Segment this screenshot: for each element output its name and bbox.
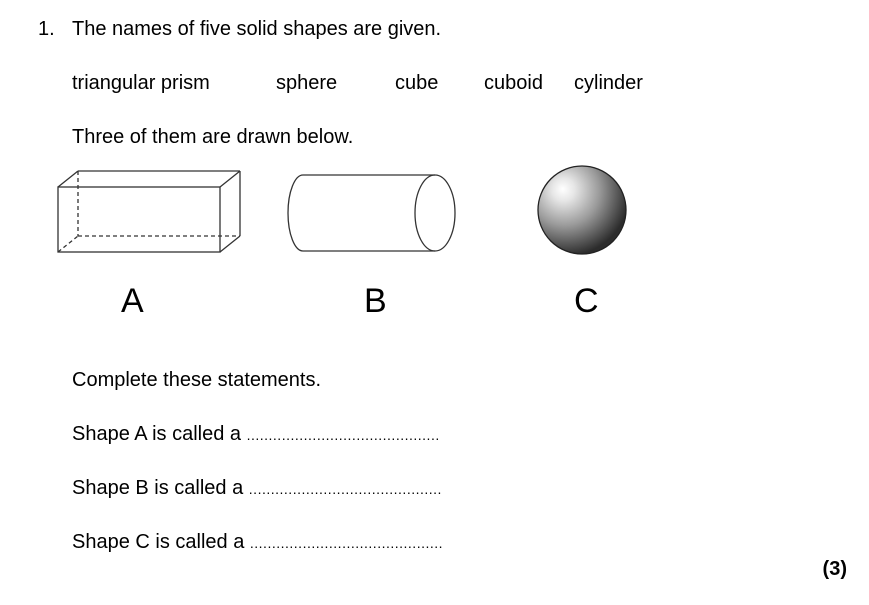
shape-b-cylinder-figure bbox=[283, 168, 461, 258]
shape-a-cuboid-figure bbox=[50, 165, 250, 260]
shape-b-label: B bbox=[364, 282, 387, 320]
intro-text: Three of them are drawn below. bbox=[72, 126, 354, 148]
marks-indicator: (3) bbox=[822, 558, 847, 580]
shape-name-cylinder: cylinder bbox=[574, 72, 643, 94]
shape-name-cuboid: cuboid bbox=[484, 72, 543, 94]
shape-c-sphere-figure bbox=[532, 162, 632, 258]
statement-c-text: Shape C is called a bbox=[72, 531, 245, 553]
statement-shape-a bbox=[72, 423, 440, 446]
shape-a-label: A bbox=[121, 282, 144, 320]
shape-name-triangular-prism: triangular prism bbox=[72, 72, 210, 94]
statement-shape-c bbox=[72, 531, 443, 554]
shape-name-cube: cube bbox=[395, 72, 439, 94]
statement-a-text: Shape A is called a bbox=[72, 423, 242, 445]
answer-blank-b[interactable]: ............................................ bbox=[248, 481, 442, 497]
answer-blank-a[interactable]: ............................................ bbox=[246, 427, 440, 443]
shape-name-sphere: sphere bbox=[276, 72, 338, 94]
question-text: The names of five solid shapes are given. bbox=[72, 18, 442, 40]
instruction-text: Complete these statements. bbox=[72, 369, 322, 391]
statement-b-text: Shape B is called a bbox=[72, 477, 244, 499]
statement-shape-b bbox=[72, 477, 442, 500]
question-number: 1. bbox=[38, 18, 55, 40]
answer-blank-c[interactable]: ............................................ bbox=[249, 535, 444, 551]
shape-c-label: C bbox=[574, 282, 599, 320]
